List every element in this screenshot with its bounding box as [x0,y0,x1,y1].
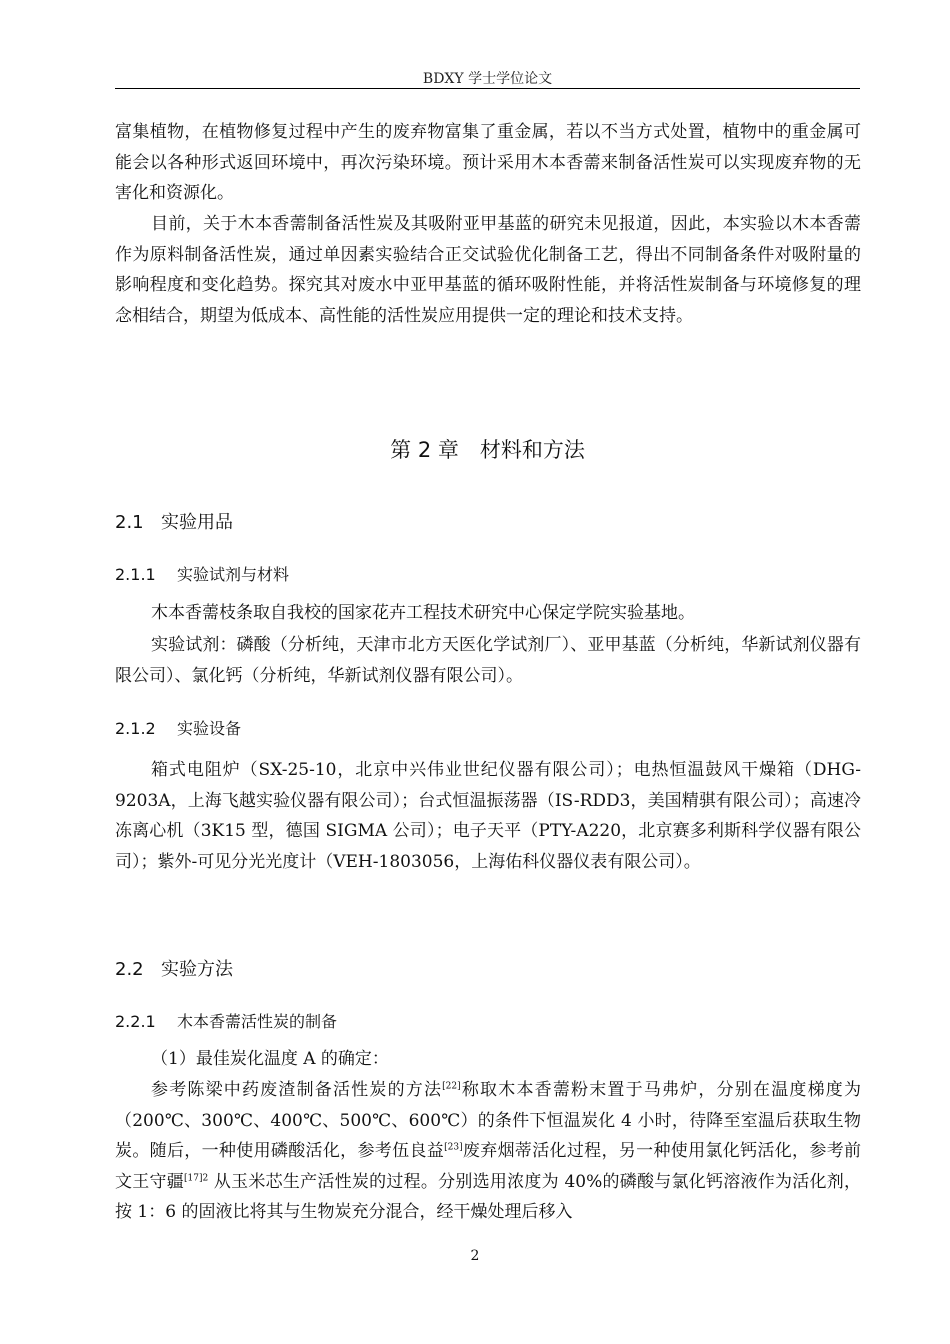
chapter-title: 第 2 章 材料和方法 [390,438,585,462]
subsection-title: 实验设备 [177,719,242,738]
section-number: 2.2 [115,959,144,980]
section-heading-2-1 [115,508,233,534]
method-paragraph: 参考陈梁中药废渣制备活性炭的方法[22]称取木本香薷粉末置于马弗炉，分别在温度梯度为（200℃、300℃、400℃、500℃、600℃）的条件下恒温炭化 4 小时，待降至室温后获取生物炭。随后，一种使用磷酸活化，参考伍良益[23]废弃烟蒂活化过程，另一种使用氯化钙活化，参考前文王守疆$^{[17]2}$ 从玉米芯生产活性炭的过程。分别选用浓度为 40%的磷酸与氯化钙溶液作为活化剂，按 1：6 的固液比将其与生物炭充分混合，经干燥处理后移入 [115,1080,862,1222]
subsection-number: 2.1.2 [115,719,156,738]
section-title: 实验用品 [161,512,233,533]
subsection-heading-2-1-1 [115,562,289,585]
subsection-heading-2-2-1 [115,1009,337,1032]
intro-paragraph-2: 目前，关于木本香薷制备活性炭及其吸附亚甲基蓝的研究未见报道，因此，本实验以木本香薷作为原料制备活性炭，通过单因素实验结合正交试验优化制备工艺，得出不同制备条件对吸附量的影响程度和变化趋势。探究其对废水中亚甲基蓝的循环吸附性能，并将活性炭制备与环境修复的理念相结合，期望为低成本、高性能的活性炭应用提供一定的理论和技术支持。 [115,214,861,326]
section-number: 2.1 [115,512,144,533]
citation-17: [17]2 [184,1172,209,1183]
header-rule [115,88,860,89]
subsection-heading-2-1-2 [115,716,241,739]
subsection-number: 2.2.1 [115,1012,156,1031]
running-header: BDXY 学士学位论文 [422,71,553,87]
materials-paragraph-2: 实验试剂：磷酸（分析纯，天津市北方天医化学试剂厂）、亚甲基蓝（分析纯，华新试剂仪器有限公司）、氯化钙（分析纯，华新试剂仪器有限公司）。 [115,635,861,686]
materials-paragraph-1: 木本香薷枝条取自我校的国家花卉工程技术研究中心保定学院实验基地。 [151,603,695,623]
subsection-title: 木本香薷活性炭的制备 [177,1012,338,1031]
subsection-number: 2.1.1 [115,565,156,584]
subsection-title: 实验试剂与材料 [177,565,290,584]
intro-paragraph-1: 富集植物，在植物修复过程中产生的废弃物富集了重金属，若以不当方式处置，植物中的重金属可能会以各种形式返回环境中，再次污染环境。预计采用木本香薷来制备活性炭可以实现废弃物的无害化和资源化。 [115,122,861,203]
section-title: 实验方法 [161,959,233,980]
equipment-paragraph: 箱式电阻炉（SX-25-10，北京中兴伟业世纪仪器有限公司）；电热恒温鼓风干燥箱（DHG-9203A，上海飞越实验仪器有限公司）；台式恒温振荡器（IS-RDD3，美国精骐有限公司）；高速冷冻离心机（3K15 型，德国 SIGMA 公司）；电子天平（PTY-A220，北京赛多利斯科学仪器有限公司）；紫外-可见分光光度计（VEH-1803056，上海佑科仪器仪表有限公司）。 [115,760,861,872]
citation-23: [23] [444,1142,463,1153]
page-number: 2 [470,1248,480,1264]
method-step-1: （1）最佳炭化温度 A 的确定： [151,1049,389,1069]
citation-22: [22] [442,1081,461,1092]
section-heading-2-2 [115,955,233,981]
